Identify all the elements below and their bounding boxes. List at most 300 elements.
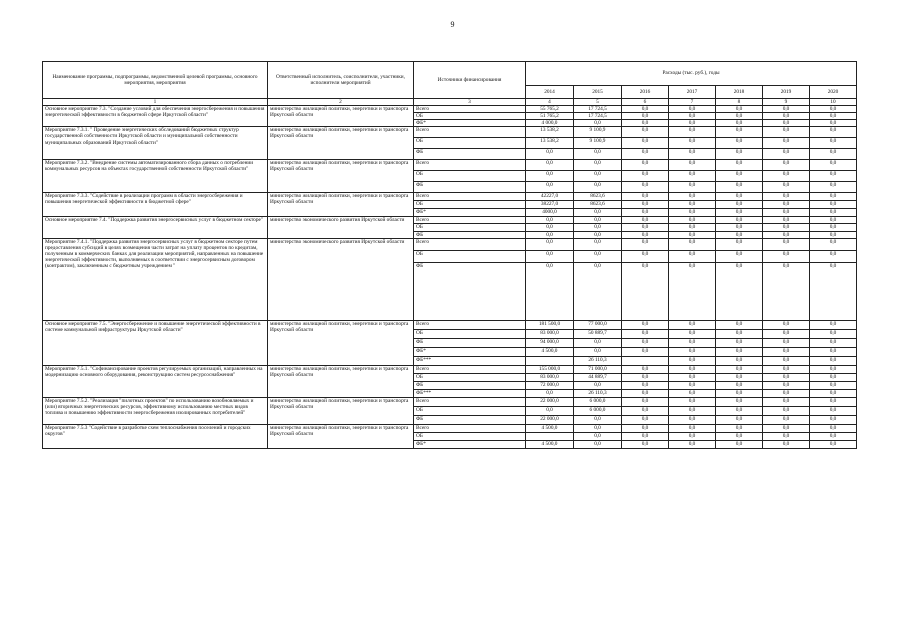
funding-source-cell: ФБ* xyxy=(414,347,526,356)
expense-value-cell: 0,0 xyxy=(810,160,857,171)
expense-value-cell: 0,0 xyxy=(622,113,669,120)
expense-value-cell: 0,0 xyxy=(622,238,669,250)
program-name-cell: Мероприятие 7.4.1. "Поддержка развития энергосервисных услуг в бюджетном секторе путем предоставления субсидий в целях возмещения части затрат на уплату процентов по кредитам, полученным в коммерческих банках для реализации мероприятий, направленных на повышение энергетической эффективности, выполняемых в соответствии с энергосервисным договором (контрактом), заключенным с бюджетным учреждением " xyxy=(43,238,268,320)
header-year: 2015 xyxy=(574,86,622,99)
expense-value-cell: 181 500,0 xyxy=(526,320,574,329)
executor-cell: министерство жилищной политики, энергетики и транспорта Иркутской области xyxy=(268,397,414,424)
program-name-cell: Мероприятие 7.5.2. "Реализация "пилотных проектов" по использованию возобновляемых и (или) вторичных энергетических ресурсов, эффективному использованию местных видов топлива и повышению эффективности энергосбережения изолированных потребителей" xyxy=(43,397,268,424)
expense-value-cell: 0,0 xyxy=(526,182,574,193)
expense-value-cell: 0,0 xyxy=(622,262,669,320)
executor-cell: министерство жилищной политики, энергетики и транспорта Иркутской области xyxy=(268,365,414,397)
funding-source-cell: ФБ*** xyxy=(414,389,526,397)
column-index: 2 xyxy=(268,99,414,106)
funding-source-cell: Всего xyxy=(414,238,526,250)
expense-value-cell: 0,0 xyxy=(763,373,810,381)
expense-value-cell: 0,0 xyxy=(810,193,857,201)
table-row xyxy=(43,238,857,250)
expense-value-cell: 0,0 xyxy=(716,127,763,138)
expense-value-cell: 0,0 xyxy=(810,440,857,448)
funding-source-cell: ОБ xyxy=(414,224,526,231)
expense-value-cell: 51 765,2 xyxy=(526,113,574,120)
expense-value-cell: 0,0 xyxy=(574,347,622,356)
expense-value-cell: 0,0 xyxy=(669,338,716,347)
header-year: 2019 xyxy=(763,86,810,99)
expense-value-cell: 13 538,2 xyxy=(526,127,574,138)
expense-value-cell: 0,0 xyxy=(669,250,716,262)
expense-value-cell: 0,0 xyxy=(716,347,763,356)
header-year: 2018 xyxy=(716,86,763,99)
expense-value-cell: 0,0 xyxy=(810,415,857,424)
expense-value-cell: 0,0 xyxy=(574,149,622,160)
expense-value-cell xyxy=(622,356,669,365)
header-program: Наименование программы, подпрограммы, ведомственной целевой программы, основного мероприятия, мероприятия xyxy=(43,62,268,99)
executor-cell: министерство экономического развития Иркутской области xyxy=(268,217,414,238)
executor-cell: министерство жилищной политики, энергетики и транспорта Иркутской области xyxy=(268,127,414,160)
expense-value-cell: 0,0 xyxy=(763,238,810,250)
expense-value-cell: 0,0 xyxy=(810,106,857,113)
expense-value-cell: 0,0 xyxy=(669,365,716,373)
expense-value-cell: 0,0 xyxy=(763,217,810,224)
expense-value-cell: 0,0 xyxy=(574,209,622,217)
expense-value-cell: 0,0 xyxy=(716,209,763,217)
funding-source-cell: Всего xyxy=(414,193,526,201)
expense-value-cell: 4 500,0 xyxy=(526,347,574,356)
expense-value-cell: 0,0 xyxy=(763,389,810,397)
column-index: 7 xyxy=(669,99,716,106)
expense-value-cell: 0,0 xyxy=(716,397,763,406)
funding-source-cell: ОБ xyxy=(414,250,526,262)
expense-value-cell: 0,0 xyxy=(574,224,622,231)
funding-source-cell: ОБ xyxy=(414,201,526,209)
funding-source-cell: Всего xyxy=(414,365,526,373)
expense-value-cell: 0,0 xyxy=(622,432,669,440)
expense-value-cell: 0,0 xyxy=(716,182,763,193)
program-name-cell: Основное мероприятие 7.4. "Поддержка развития энергосервисных услуг в бюджетном секторе" xyxy=(43,217,268,238)
expense-value-cell: 8623,6 xyxy=(574,193,622,201)
expense-value-cell: 0,0 xyxy=(622,138,669,149)
expense-value-cell: 0,0 xyxy=(763,338,810,347)
funding-source-cell: Всего xyxy=(414,424,526,432)
program-name-cell: Мероприятие 7.3.2. "Внедрение системы автоматизированного сбора данных о потреблении коммунальных ресурсов на объектах государственной собственности Иркутской области" xyxy=(43,160,268,193)
expense-value-cell: 0,0 xyxy=(622,231,669,238)
expense-value-cell: 0,0 xyxy=(810,120,857,127)
expense-value-cell: 0,0 xyxy=(716,231,763,238)
expense-value-cell: 0,0 xyxy=(622,415,669,424)
expense-value-cell: 0,0 xyxy=(763,432,810,440)
funding-source-cell: ФБ xyxy=(414,338,526,347)
program-name-cell: Основное мероприятие 7.5. "Энергосбережение и повышение энергетической эффективности в системе коммунальной инфраструктуры Иркутской области" xyxy=(43,320,268,365)
expense-value-cell: 0,0 xyxy=(622,201,669,209)
expense-value-cell: 42227,0 xyxy=(526,193,574,201)
expense-value-cell: 0,0 xyxy=(810,347,857,356)
expense-value-cell: 0,0 xyxy=(810,201,857,209)
expense-value-cell: 0,0 xyxy=(526,231,574,238)
expense-value-cell: 0,0 xyxy=(716,381,763,389)
expense-value-cell: 0,0 xyxy=(669,193,716,201)
expense-value-cell: 0,0 xyxy=(622,106,669,113)
expense-value-cell: 0,0 xyxy=(763,113,810,120)
funding-source-cell: ФБ* xyxy=(414,440,526,448)
expense-value-cell: 0,0 xyxy=(716,250,763,262)
program-name-cell: Основное мероприятие 7.3. "Создание условий для обеспечения энергосбережения и повышения энергетической эффективности в бюджетной сфере Иркутской области" xyxy=(43,106,268,127)
funding-source-cell: ОБ xyxy=(414,138,526,149)
executor-cell: министерство жилищной политики, энергетики и транспорта Иркутской области xyxy=(268,193,414,217)
expense-value-cell: 0,0 xyxy=(716,406,763,415)
expense-value-cell: 0,0 xyxy=(763,262,810,320)
expense-value-cell: 0,0 xyxy=(810,113,857,120)
funding-source-cell: Всего xyxy=(414,106,526,113)
expense-value-cell: 0,0 xyxy=(763,250,810,262)
expense-value-cell: 0,0 xyxy=(669,440,716,448)
expense-value-cell: 0,0 xyxy=(574,338,622,347)
funding-source-cell: ОБ xyxy=(414,373,526,381)
expense-value-cell: 0,0 xyxy=(574,381,622,389)
expense-value-cell: 0,0 xyxy=(669,262,716,320)
expense-value-cell: 0,0 xyxy=(669,201,716,209)
expense-value-cell: 0,0 xyxy=(716,365,763,373)
column-index: 6 xyxy=(622,99,669,106)
expense-value-cell: 0,0 xyxy=(669,120,716,127)
expense-value-cell: 0,0 xyxy=(526,149,574,160)
funding-source-cell: ФБ xyxy=(414,182,526,193)
financing-table xyxy=(42,61,857,449)
expense-value-cell: 0,0 xyxy=(810,406,857,415)
expense-value-cell: 0,0 xyxy=(810,389,857,397)
expense-value-cell: 0,0 xyxy=(810,182,857,193)
funding-source-cell: ФБ xyxy=(414,149,526,160)
column-index: 8 xyxy=(716,99,763,106)
expense-value-cell: 0,0 xyxy=(716,432,763,440)
expense-value-cell: 0,0 xyxy=(622,397,669,406)
expense-value-cell: 0,0 xyxy=(669,209,716,217)
expense-value-cell: 17 724,5 xyxy=(574,106,622,113)
expense-value-cell xyxy=(526,432,574,440)
expense-value-cell: 0,0 xyxy=(716,440,763,448)
expense-value-cell: 0,0 xyxy=(622,224,669,231)
expense-value-cell: 26 110,3 xyxy=(574,389,622,397)
expense-value-cell: 0,0 xyxy=(622,217,669,224)
expense-value-cell: 0,0 xyxy=(716,424,763,432)
expense-value-cell: 0,0 xyxy=(526,250,574,262)
funding-source-cell: ФБ* xyxy=(414,120,526,127)
expense-value-cell: 0,0 xyxy=(669,347,716,356)
expense-value-cell: 0,0 xyxy=(669,432,716,440)
expense-value-cell: 0,0 xyxy=(574,432,622,440)
expense-value-cell: 0,0 xyxy=(716,201,763,209)
expense-value-cell: 0,0 xyxy=(669,182,716,193)
column-index: 9 xyxy=(763,99,810,106)
expense-value-cell: 72 000,0 xyxy=(526,381,574,389)
executor-cell: министерство жилищной политики, энергетики и транспорта Иркутской области xyxy=(268,106,414,127)
expense-value-cell: 0,0 xyxy=(622,171,669,182)
expense-value-cell: 0,0 xyxy=(763,160,810,171)
expense-value-cell: 0,0 xyxy=(622,347,669,356)
funding-source-cell: ОБ xyxy=(414,406,526,415)
table-row xyxy=(43,424,857,432)
expense-value-cell: 0,0 xyxy=(810,250,857,262)
expense-value-cell: 0,0 xyxy=(669,356,716,365)
expense-value-cell: 0,0 xyxy=(810,381,857,389)
expense-value-cell: 155 000,0 xyxy=(526,365,574,373)
expense-value-cell: 0,0 xyxy=(622,381,669,389)
header-expenses: Расходы (тыс. руб.), годы xyxy=(526,62,857,86)
expense-value-cell: 0,0 xyxy=(716,389,763,397)
expense-value-cell: 0,0 xyxy=(574,415,622,424)
expense-value-cell: 0,0 xyxy=(763,120,810,127)
expense-value-cell: 0,0 xyxy=(574,238,622,250)
program-name-cell: Мероприятие 7.5.1. "Софинансирование проектов регулируемых организаций, направленных на модернизацию основного оборудования, реконструкцию систем ресурсоснабжения" xyxy=(43,365,268,397)
expense-value-cell: 0,0 xyxy=(574,250,622,262)
header-year: 2017 xyxy=(669,86,716,99)
expense-value-cell: 0,0 xyxy=(669,397,716,406)
expense-value-cell: 0,0 xyxy=(763,329,810,338)
expense-value-cell: 38227,0 xyxy=(526,201,574,209)
expense-value-cell: 0,0 xyxy=(669,238,716,250)
expense-value-cell: 0,0 xyxy=(526,238,574,250)
funding-source-cell: ФБ xyxy=(414,415,526,424)
expense-value-cell: 0,0 xyxy=(763,231,810,238)
expense-value-cell: 0,0 xyxy=(622,338,669,347)
expense-value-cell: 0,0 xyxy=(622,365,669,373)
expense-value-cell: 0,0 xyxy=(716,224,763,231)
expense-value-cell: 0,0 xyxy=(622,406,669,415)
expense-value-cell: 0,0 xyxy=(669,329,716,338)
expense-value-cell: 4 000,0 xyxy=(526,120,574,127)
expense-value-cell: 0,0 xyxy=(810,149,857,160)
column-index: 10 xyxy=(810,99,857,106)
expense-value-cell: 4000,0 xyxy=(526,209,574,217)
expense-value-cell xyxy=(526,356,574,365)
expense-value-cell: 50 889,7 xyxy=(574,329,622,338)
expense-value-cell: 0,0 xyxy=(716,415,763,424)
expense-value-cell: 0,0 xyxy=(574,160,622,171)
expense-value-cell: 0,0 xyxy=(669,217,716,224)
expense-value-cell: 0,0 xyxy=(622,424,669,432)
expense-value-cell: 0,0 xyxy=(574,120,622,127)
expense-value-cell: 0,0 xyxy=(716,120,763,127)
expense-value-cell: 0,0 xyxy=(763,182,810,193)
expense-value-cell: 94 000,0 xyxy=(526,338,574,347)
executor-cell: министерство экономического развития Иркутской области xyxy=(268,238,414,320)
funding-source-cell: ОБ xyxy=(414,329,526,338)
expense-value-cell: 0,0 xyxy=(763,381,810,389)
expense-value-cell: 0,0 xyxy=(716,193,763,201)
expense-value-cell: 0,0 xyxy=(716,138,763,149)
expense-value-cell: 0,0 xyxy=(622,160,669,171)
expense-value-cell: 0,0 xyxy=(669,320,716,329)
expense-value-cell: 0,0 xyxy=(669,231,716,238)
expense-value-cell: 0,0 xyxy=(810,224,857,231)
expense-value-cell: 0,0 xyxy=(574,217,622,224)
expense-value-cell: 22 000,0 xyxy=(526,397,574,406)
expense-value-cell: 0,0 xyxy=(810,138,857,149)
expense-value-cell: 0,0 xyxy=(574,182,622,193)
expense-value-cell: 0,0 xyxy=(622,250,669,262)
funding-source-cell: ОБ xyxy=(414,432,526,440)
expense-value-cell: 0,0 xyxy=(763,365,810,373)
expense-value-cell: 0,0 xyxy=(669,373,716,381)
expense-value-cell: 0,0 xyxy=(763,138,810,149)
table-row xyxy=(43,217,857,224)
funding-source-cell: Всего xyxy=(414,397,526,406)
expense-value-cell: 0,0 xyxy=(810,320,857,329)
expense-value-cell: 0,0 xyxy=(763,397,810,406)
program-name-cell: Мероприятие 7.3.1. " Проведение энергетических обследований бюджетных структур государственной собственности Иркутской области и муниципальной собственности муниципальных образований Иркутской области" xyxy=(43,127,268,160)
expense-value-cell: 0,0 xyxy=(716,338,763,347)
expense-value-cell: 0,0 xyxy=(810,338,857,347)
expense-value-cell: 22 000,0 xyxy=(526,415,574,424)
expense-value-cell: 0,0 xyxy=(622,329,669,338)
expense-value-cell: 9 100,9 xyxy=(574,127,622,138)
expense-value-cell: 0,0 xyxy=(669,171,716,182)
header-year: 2020 xyxy=(810,86,857,99)
expense-value-cell: 0,0 xyxy=(622,209,669,217)
header-year: 2014 xyxy=(526,86,574,99)
expense-value-cell: 0,0 xyxy=(574,262,622,320)
expense-value-cell: 55 765,2 xyxy=(526,106,574,113)
expense-value-cell: 0,0 xyxy=(810,262,857,320)
executor-cell: министерство жилищной политики, энергетики и транспорта Иркутской области xyxy=(268,424,414,448)
expense-value-cell: 0,0 xyxy=(716,329,763,338)
funding-source-cell: Всего xyxy=(414,320,526,329)
column-index: 5 xyxy=(574,99,622,106)
expense-value-cell: 0,0 xyxy=(622,193,669,201)
executor-cell: министерство жилищной политики, энергетики и транспорта Иркутской области xyxy=(268,320,414,365)
expense-value-cell: 0,0 xyxy=(716,262,763,320)
funding-source-cell: Всего xyxy=(414,217,526,224)
expense-value-cell: 0,0 xyxy=(622,120,669,127)
table-row xyxy=(43,397,857,406)
expense-value-cell: 0,0 xyxy=(763,171,810,182)
expense-value-cell: 0,0 xyxy=(763,440,810,448)
expense-value-cell: 0,0 xyxy=(669,127,716,138)
expense-value-cell: 0,0 xyxy=(669,160,716,171)
funding-source-cell: ФБ xyxy=(414,231,526,238)
funding-source-cell: Всего xyxy=(414,127,526,138)
expense-value-cell: 0,0 xyxy=(810,329,857,338)
expense-value-cell: 0,0 xyxy=(810,217,857,224)
table-row xyxy=(43,160,857,171)
expense-value-cell: 0,0 xyxy=(622,389,669,397)
expense-value-cell: 0,0 xyxy=(763,320,810,329)
expense-value-cell: 77 000,0 xyxy=(574,320,622,329)
expense-value-cell: 0,0 xyxy=(526,160,574,171)
expense-value-cell: 0,0 xyxy=(810,238,857,250)
expense-value-cell: 0,0 xyxy=(810,432,857,440)
expense-value-cell: 0,0 xyxy=(622,182,669,193)
expense-value-cell: 0,0 xyxy=(716,160,763,171)
expense-value-cell: 83 000,0 xyxy=(526,373,574,381)
expense-value-cell: 6 000,0 xyxy=(574,397,622,406)
table-row xyxy=(43,127,857,138)
expense-value-cell: 0,0 xyxy=(526,389,574,397)
funding-source-cell: ФБ xyxy=(414,381,526,389)
program-name-cell: Мероприятие 7.3.3. "Содействие в реализации программ в области энергосбережения и повышения энергетической эффективности в бюджетной сфере" xyxy=(43,193,268,217)
expense-value-cell: 0,0 xyxy=(669,424,716,432)
expense-value-cell: 13 538,2 xyxy=(526,138,574,149)
expense-value-cell: 17 724,5 xyxy=(574,113,622,120)
funding-source-cell: ОБ xyxy=(414,113,526,120)
expense-value-cell: 0,0 xyxy=(763,347,810,356)
expense-value-cell: 0,0 xyxy=(526,406,574,415)
header-source: Источники финансирования xyxy=(414,62,526,99)
header-executor: Ответственный исполнитель, соисполнители, участники, исполнители мероприятий xyxy=(268,62,414,99)
expense-value-cell: 0,0 xyxy=(716,217,763,224)
column-index: 1 xyxy=(43,99,268,106)
column-index: 4 xyxy=(526,99,574,106)
expense-value-cell: 0,0 xyxy=(669,113,716,120)
table-row xyxy=(43,320,857,329)
expense-value-cell: 0,0 xyxy=(622,127,669,138)
expense-value-cell: 0,0 xyxy=(622,373,669,381)
expense-value-cell: 44 889,7 xyxy=(574,373,622,381)
expense-value-cell: 0,0 xyxy=(526,217,574,224)
expense-value-cell: 0,0 xyxy=(763,209,810,217)
expense-value-cell: 0,0 xyxy=(574,171,622,182)
expense-value-cell: 0,0 xyxy=(716,320,763,329)
expense-value-cell: 71 000,0 xyxy=(574,365,622,373)
expense-value-cell: 0,0 xyxy=(669,415,716,424)
page-number: 9 xyxy=(450,20,455,29)
expense-value-cell: 0,0 xyxy=(716,106,763,113)
table-row xyxy=(43,193,857,201)
expense-value-cell: 4 500,0 xyxy=(526,424,574,432)
expense-value-cell: 0,0 xyxy=(810,424,857,432)
expense-value-cell: 8623,6 xyxy=(574,201,622,209)
expense-value-cell: 0,0 xyxy=(763,424,810,432)
expense-value-cell: 0,0 xyxy=(669,406,716,415)
expense-value-cell: 0,0 xyxy=(763,193,810,201)
expense-value-cell: 0,0 xyxy=(574,440,622,448)
expense-value-cell: 0,0 xyxy=(763,149,810,160)
expense-value-cell: 0,0 xyxy=(526,224,574,231)
funding-source-cell: ОБ xyxy=(414,171,526,182)
expense-value-cell: 0,0 xyxy=(622,320,669,329)
expense-value-cell: 0,0 xyxy=(669,149,716,160)
funding-source-cell: ФБ xyxy=(414,262,526,320)
column-index: 3 xyxy=(414,99,526,106)
expense-value-cell: 0,0 xyxy=(574,424,622,432)
expense-value-cell: 0,0 xyxy=(716,356,763,365)
expense-value-cell: 0,0 xyxy=(716,373,763,381)
expense-value-cell: 0,0 xyxy=(810,231,857,238)
expense-value-cell: 0,0 xyxy=(574,231,622,238)
expense-value-cell: 0,0 xyxy=(763,106,810,113)
expense-value-cell: 0,0 xyxy=(810,373,857,381)
expense-value-cell: 0,0 xyxy=(716,149,763,160)
expense-value-cell: 0,0 xyxy=(810,365,857,373)
expense-value-cell: 0,0 xyxy=(622,440,669,448)
table-row xyxy=(43,106,857,113)
expense-value-cell: 83 000,0 xyxy=(526,329,574,338)
expense-value-cell: 0,0 xyxy=(763,415,810,424)
expense-value-cell: 0,0 xyxy=(763,201,810,209)
funding-source-cell: ФБ* xyxy=(414,209,526,217)
expense-value-cell: 0,0 xyxy=(669,106,716,113)
funding-source-cell: Всего xyxy=(414,160,526,171)
expense-value-cell: 0,0 xyxy=(763,356,810,365)
expense-value-cell: 6,0 xyxy=(669,389,716,397)
expense-value-cell: 0,0 xyxy=(669,138,716,149)
expense-value-cell: 0,0 xyxy=(810,127,857,138)
expense-value-cell: 0,0 xyxy=(810,397,857,406)
expense-value-cell: 0,0 xyxy=(716,113,763,120)
expense-value-cell: 6 000,0 xyxy=(574,406,622,415)
expense-value-cell: 0,0 xyxy=(526,171,574,182)
expense-value-cell: 0,0 xyxy=(716,238,763,250)
expense-value-cell: 0,0 xyxy=(810,356,857,365)
expense-value-cell: 0,0 xyxy=(763,406,810,415)
